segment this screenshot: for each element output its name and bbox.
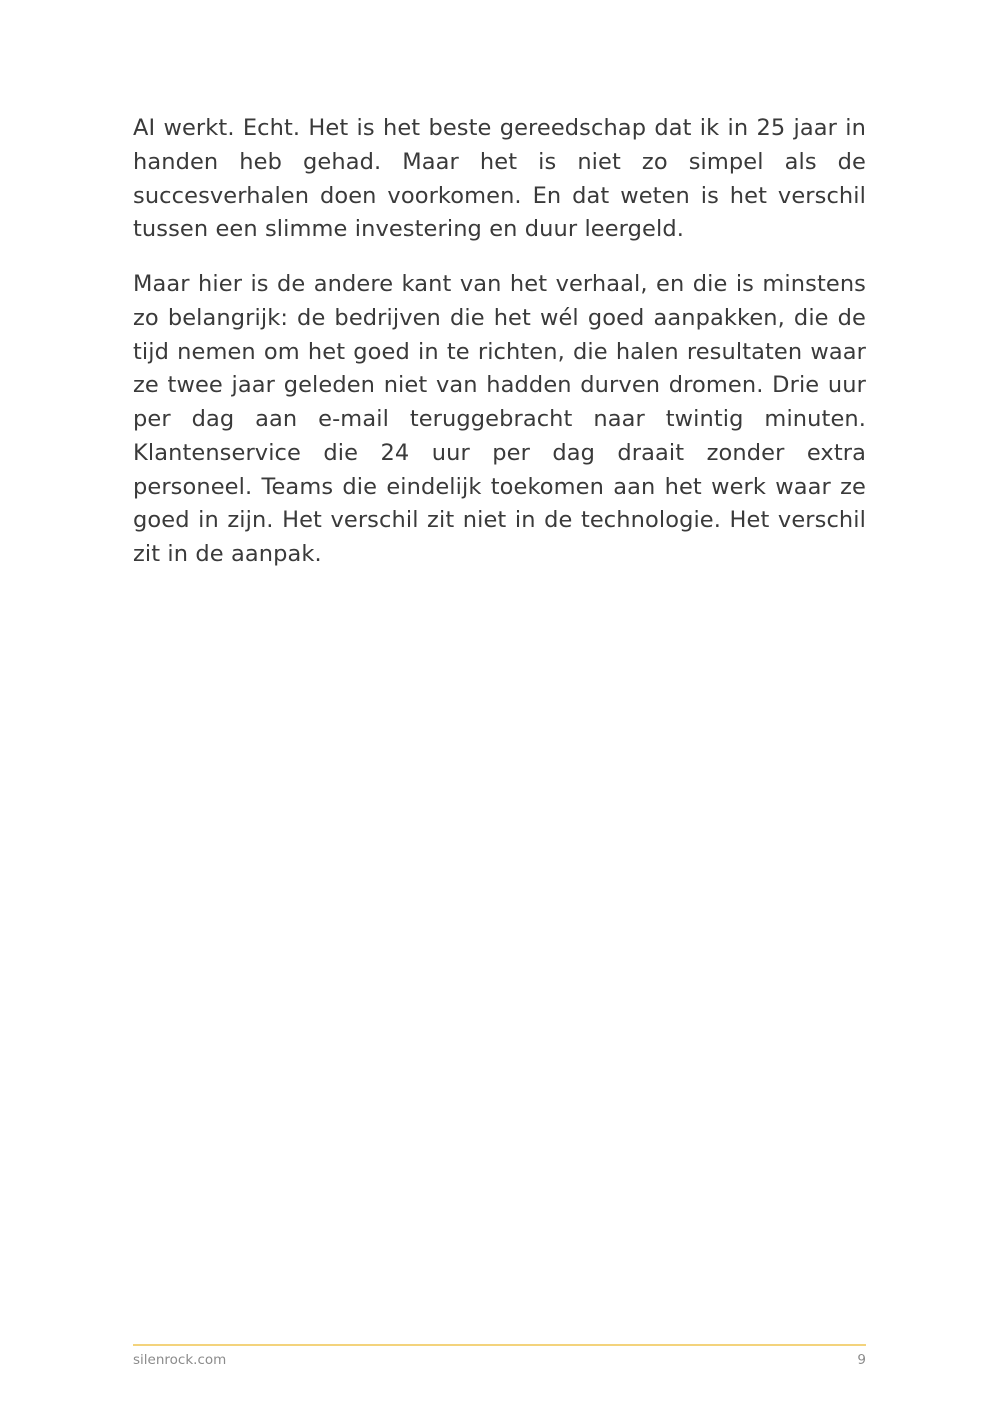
footer-site-text: silenrock.com	[133, 1352, 227, 1368]
footer-rule	[133, 1344, 866, 1346]
paragraph-ai-werkt: AI werkt. Echt. Het is het beste gereedschap dat ik in 25 jaar in handen heb gehad. Maar het is niet zo simpel als de succesverhalen doen voorkomen. En dat weten is het verschil tussen een slimme investering en duur leergeld.	[133, 115, 866, 243]
page-number: 9	[857, 1352, 866, 1368]
paragraph-andere-kant: Maar hier is de andere kant van het verhaal, en die is minstens zo belangrijk: de bedrijven die het wél goed aanpakken, die de tijd nemen om het goed in te richten, die halen resultaten waar ze twee jaar geleden niet van hadden durven dromen. Drie uur per dag aan e-mail teruggebracht naar twintig minuten. Klantenservice die 24 uur per dag draait zonder extra personeel. Teams die eindelijk toekomen aan het werk waar ze goed in zijn. Het verschil zit niet in de technologie. Het verschil zit in de aanpak.	[133, 271, 866, 567]
body-text	[133, 112, 866, 593]
page-footer	[133, 1352, 866, 1368]
